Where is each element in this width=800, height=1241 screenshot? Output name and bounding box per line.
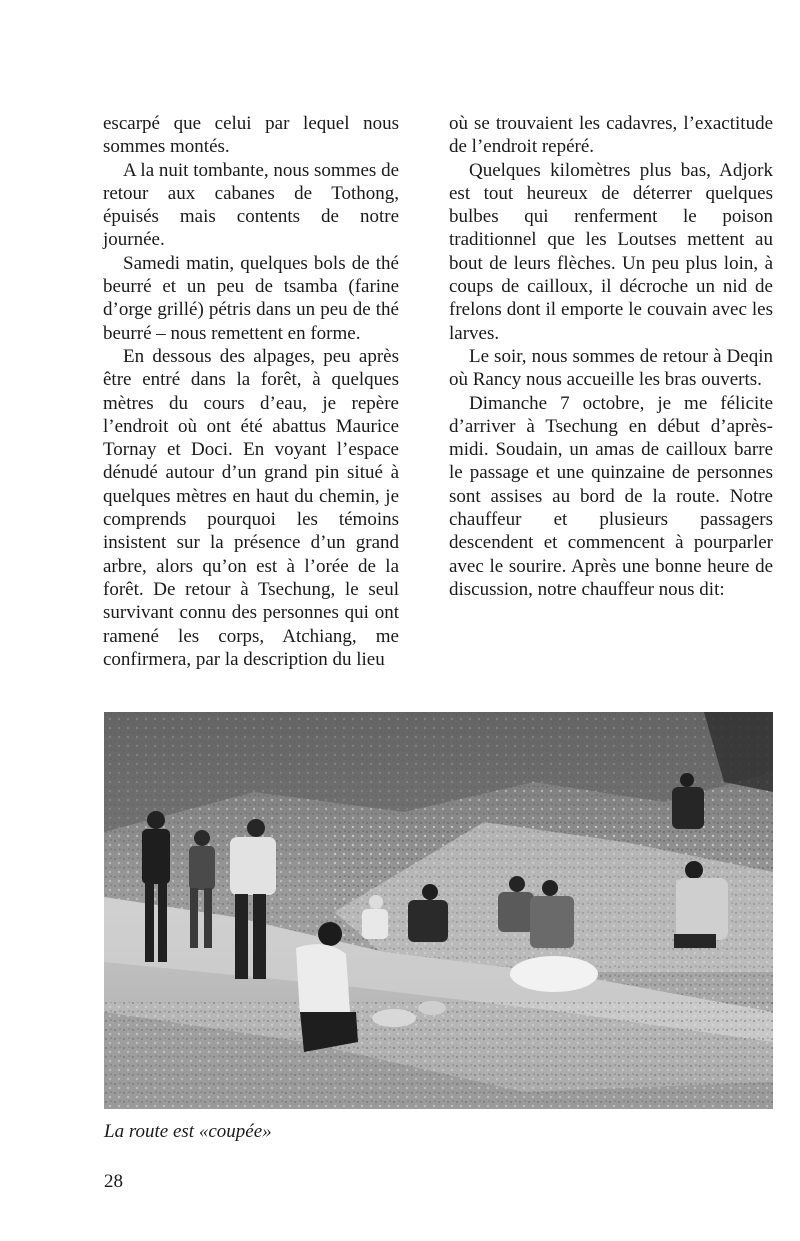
text-column-right (449, 112, 773, 601)
paragraph: Le soir, nous sommes de retour à Deqin où Rancy nous accueille les bras ouverts. (449, 345, 773, 391)
paragraph: où se trouvaient les cadavres, l’exactitude de l’endroit repéré. (449, 113, 773, 158)
paragraph: Quelques kilomètres plus bas, Adjork est tout heureux de déterrer quelques bulbes qui renferment le poison traditionnel que les Loutses mettent au bout de leurs flèches. Un peu plus loin, à coups de cailloux, il décroche un nid de frelons dont il emporte le couvain avec les larves. (449, 159, 773, 344)
paragraph: En dessous des alpages, peu après être entré dans la forêt, à quelques mètres du cours d’eau, je repère l’endroit où ont été abattus Maurice Tornay et Doci. En voyant l’espace dénudé autour d’un grand pin situé à quelques mètres en haut du chemin, je comprends pourquoi les témoins insistent sur la présence d’un grand arbre, alors qu’on est à l’orée de la forêt. De retour à Tsechung, le seul survivant connu des personnes qui ont ramené les corps, Atchiang, me confirmera, par la description du lieu (103, 345, 399, 670)
photo-illustration (104, 712, 773, 1109)
text-column-left (103, 112, 399, 671)
photo-road-blocked (104, 712, 773, 1109)
page-number: 28 (104, 1171, 123, 1192)
paragraph: Samedi matin, quelques bols de thé beurré et un peu de tsamba (farine d’orge grillé) pétris dans un peu de thé beurré – nous remettent en forme. (103, 252, 399, 344)
paragraph: escarpé que celui par lequel nous sommes montés. (103, 113, 399, 158)
paragraph: Dimanche 7 octobre, je me félicite d’arriver à Tsechung en début d’après-midi. Soudain, un amas de cailloux barre le passage et une quinzaine de personnes sont assises au bord de la route. Notre chauffeur et plusieurs passagers descendent et commencent à pourparler avec le sourire. Après une bonne heure de discussion, notre chauffeur nous dit: (449, 392, 773, 600)
paragraph: A la nuit tombante, nous sommes de retour aux cabanes de Tothong, épuisés mais contents de notre journée. (103, 159, 400, 251)
figure-caption: La route est «coupée» (104, 1121, 272, 1142)
